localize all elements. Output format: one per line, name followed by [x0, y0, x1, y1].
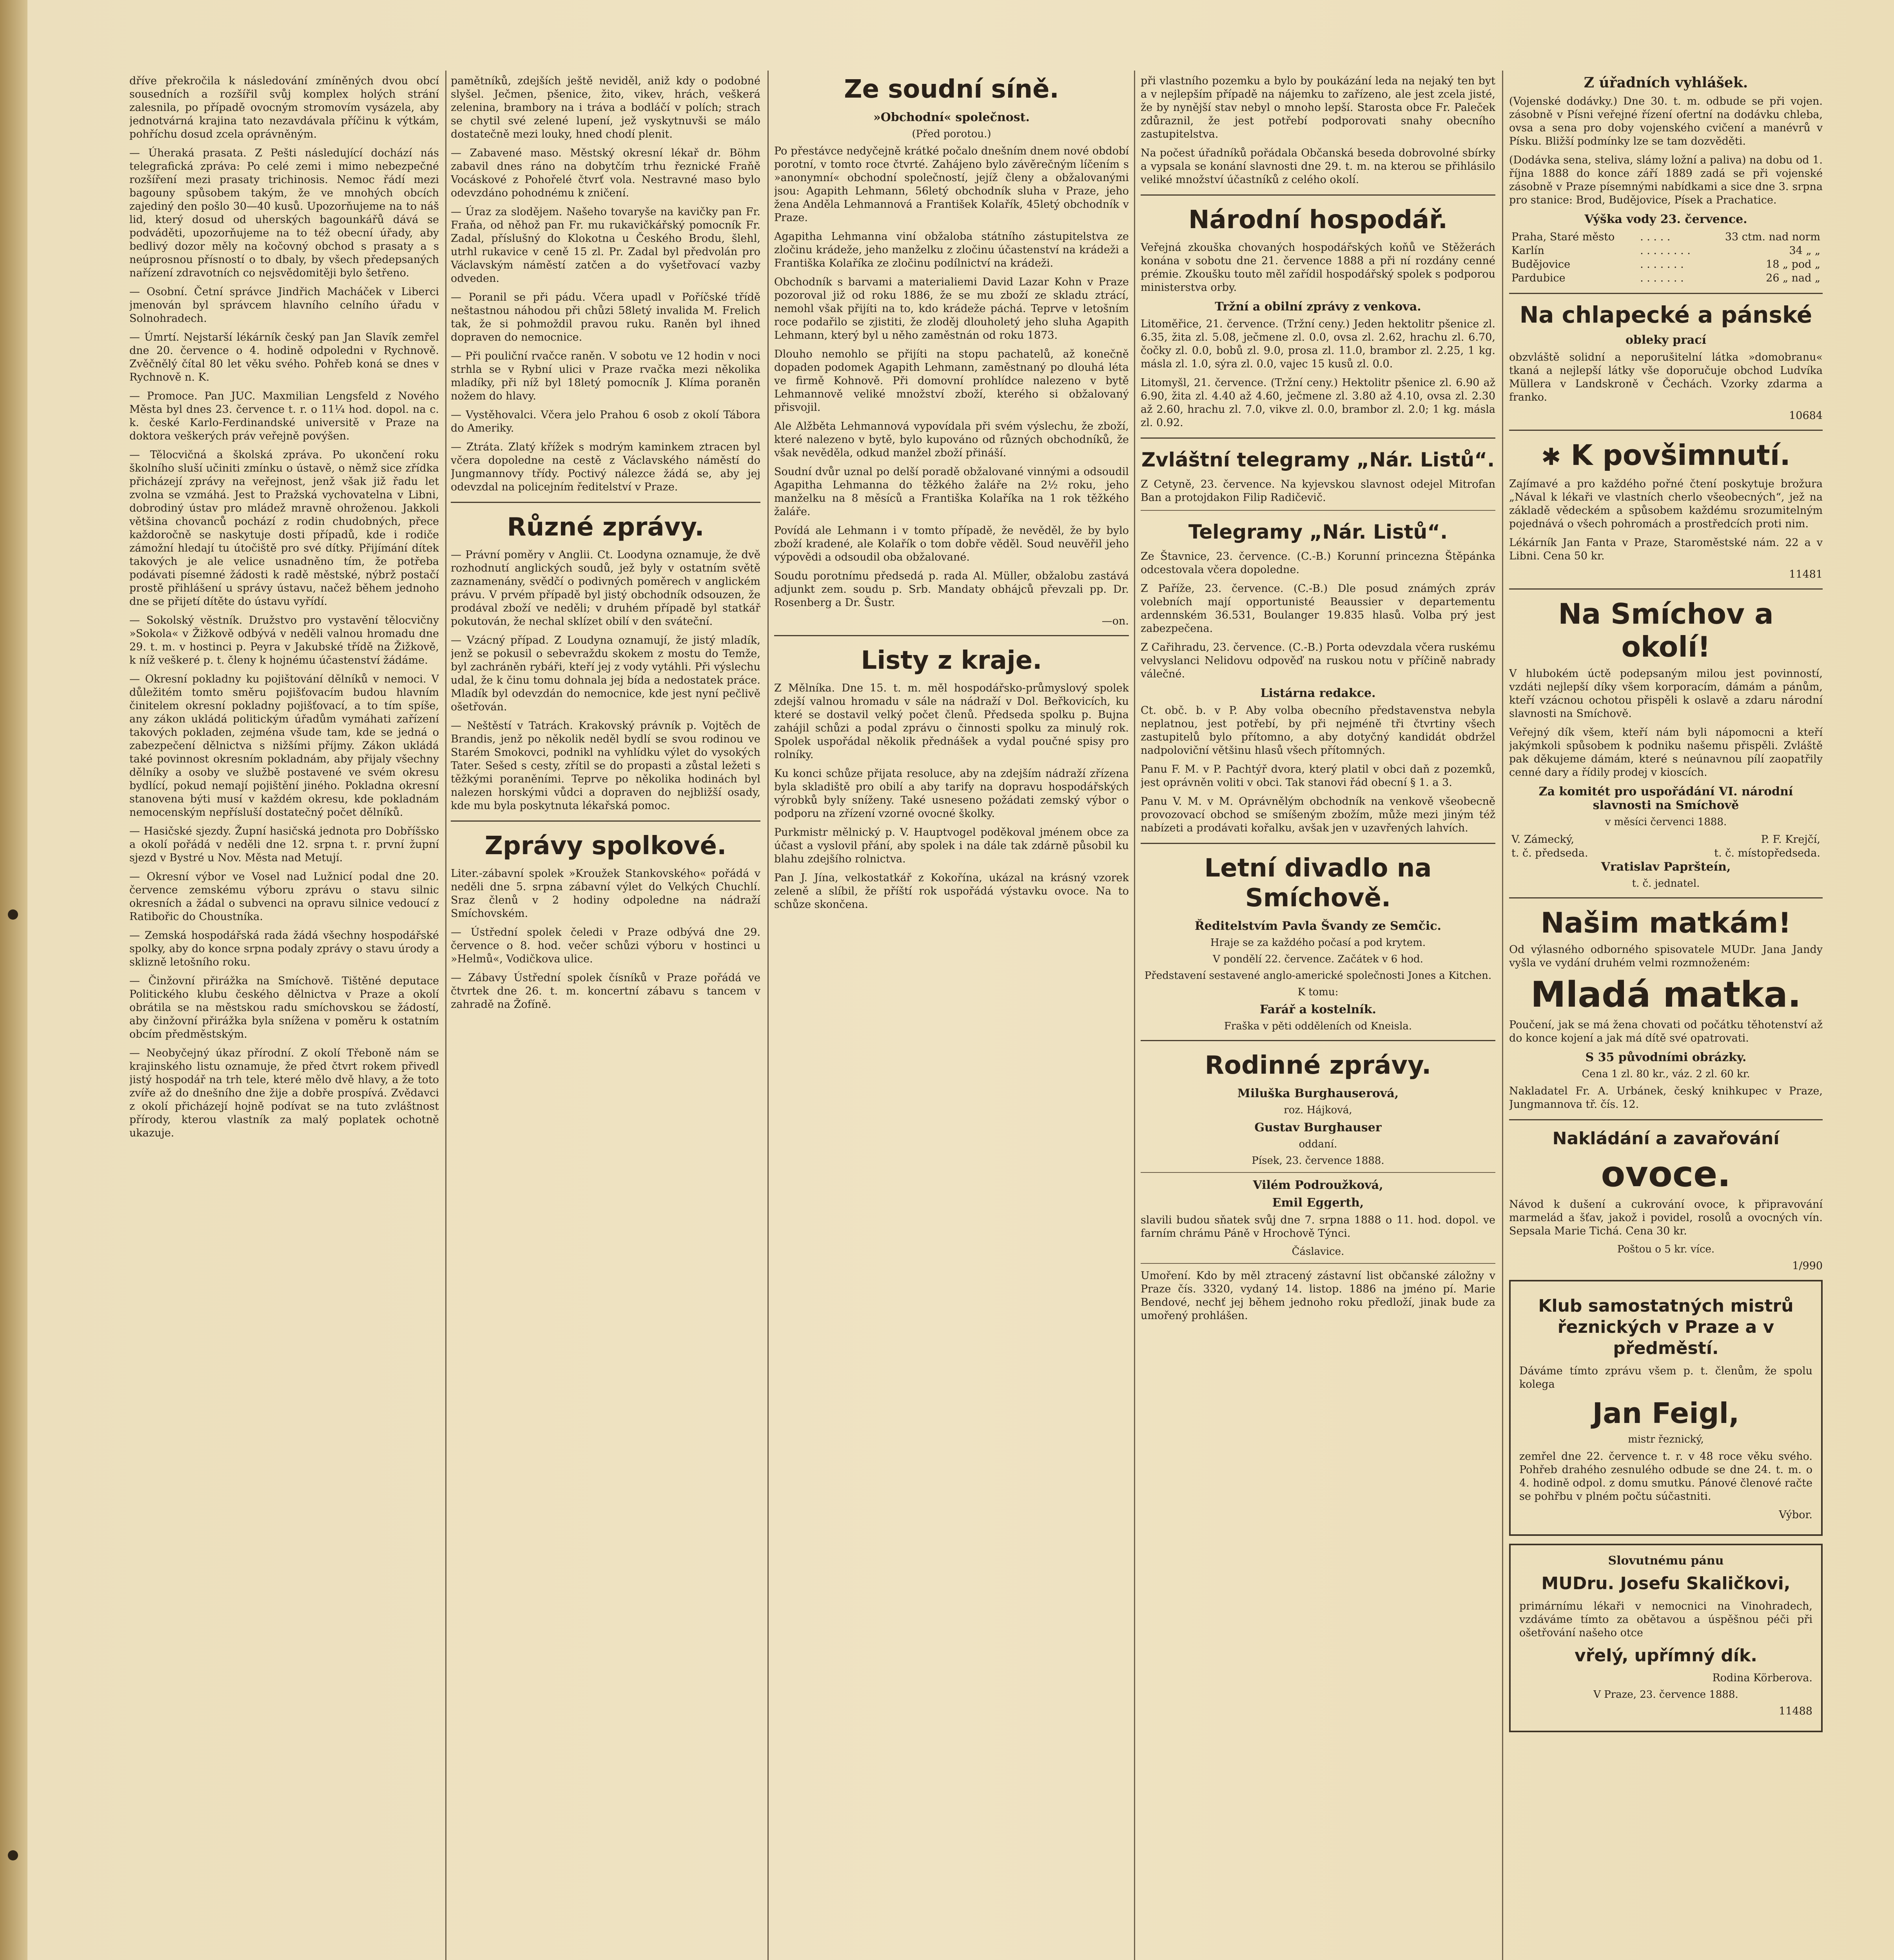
article-paragraph: — Sokolský věstník. Družstvo pro vystavění tělocvičny »Sokola« v Žižkově odbývá v neděli valnou hromadu dne 29. t. m. v hostinci p. Peyra v Jakubské třídě na Žižkově, k níž veškeré p. t. členy k hojnému účastenství žádáme. [129, 614, 439, 666]
thanks-date: V Praze, 23. července 1888. [1593, 1689, 1738, 1700]
section-divider [1141, 194, 1495, 196]
family-name: Miluška Burghauserová, [1237, 1087, 1399, 1100]
article-paragraph: — Okresní výbor ve Vosel nad Lužnicí podal dne 20. července zemskému výboru zprávu o stavu silnic okresních a žádal o subvenci na opravu silnice vedoucí z Ratibořic do Choustníka. [129, 871, 439, 923]
article-paragraph: Obchodník s barvami a materialiemi David Lazar Kohn v Praze pozoroval již od roku 1886, že se mu zboží ze skladu ztrácí, nemohl však přijíti na to, kdo krádeže páchá. Teprve v letošním roce podařilo se zjistiti, že zloděj dlouholetý jeho sluha Agapith Lehmann, který byl u něho zaměstnán od roku 1873. [774, 276, 1129, 341]
section-divider [1141, 437, 1495, 439]
section-divider [1141, 1263, 1495, 1264]
water-level-place: Karlín [1511, 245, 1544, 257]
theatre-play-title: Farář a kostelník. [1260, 1003, 1376, 1016]
article-paragraph: Z Cetyně, 23. července. Na kyjevskou slavnost odejel Mitrofan Ban a protojdakon Filip Radičevič. [1141, 478, 1495, 504]
ad-subheadline: obleky prací [1625, 333, 1706, 347]
article-paragraph: Agapitha Lehmanna viní obžaloba státního zástupitelstva ze zločinu krádeže, jeho manželku z zločinu účastenství na krádeži a Františka Kolaříka ze zločinu podílnictví na krádeži. [774, 230, 1129, 269]
ad-note: S 35 původními obrázky. [1585, 1051, 1747, 1064]
article-paragraph: — Zabavené maso. Městský okresní lékař dr. Böhm zabavil dnes ráno na dobytčím trhu řeznické Fraňě Vocáskové z Pohořelé čtvrť vola. Nestravné maso bylo odevzdáno pohodnému k zničení. [451, 147, 760, 199]
section-divider [451, 502, 760, 503]
theatre-date: V pondělí 22. července. Začátek v 6 hod. [1213, 953, 1423, 965]
obituary-club: Klub samostatných mistrů řeznických v Praze a v předměstí. [1538, 1296, 1794, 1358]
ad-number: 10684 [1789, 410, 1823, 422]
ad-headline-text: K povšimnutí. [1571, 439, 1791, 472]
column-3 [774, 74, 1129, 917]
article-paragraph: Litoměřice, 21. července. (Tržní ceny.) Jeden hektolitr pšenice zl. 6.35, žita zl. 5.08, ječmene zl. 0.0, ovsa zl. 2.62, hrachu zl. 6.70, čočky zl. 0.0, bobů zl. 9.0, prosa zl. 11.0, brambor zl. 2.25, 1 kg. másla zl. 1.0, sýra zl. 0.0, vajec 15 kusů zl. 0.0. [1141, 318, 1495, 370]
ad-number: 1/990 [1792, 1260, 1823, 1272]
article-paragraph: — Při pouliční rvačce raněn. V sobotu ve 12 hodin v noci strhla se v Rybní ulici v Praze rvačka mezi několika mladíky, při níž byl 18letý pomocník J. Klíma poraněn nožem do hlavy. [451, 350, 760, 402]
water-level-dots: . . . . . . . [1640, 272, 1684, 284]
article-paragraph: — Tělocvičná a školská zpráva. Po ukončení roku školního sluší učiniti zmínku o ústavě, o němž sice zřídka přicházejí zprávy na veřejnost, jenž však již řadu let zvolna se vzmáhá. Jest to Pražská vychovatelna v Libni, dobrodiný ústav pro mládež mravně ohroženou. Jakkoli většina chovanců pochází z rodin chudobných, přece každoročně se naskytuje dosti případů, kde i rodiče zámožní hledají tu útočiště pro své dítky. Přijímání dítek takových je ale velice usnadněno tím, že potřeba podávati písemné žádosti k radě městské, nýbrž postačí prostě přihlášení u správy ústavu, načež během jednoho dne se přijetí dítěte do ústavu vyřídí. [129, 449, 439, 608]
ad-headline [1509, 439, 1823, 474]
ad-publisher: Nakladatel Fr. A. Urbánek, český knihkupec v Praze, Jungmannova tř. čís. 12. [1509, 1085, 1823, 1111]
article-paragraph: Ku konci schůze přijata resoluce, aby na zdejším nádraží zřízena byla skladiště pro obilí a aby tarify na dopravu hospodářských výrobků byly sníženy. Také usneseno požádati zemský výbor o podporu na zřízení vzorné ovocné školky. [774, 768, 1129, 820]
article-paragraph: — Úraz za slodějem. Našeho tovaryše na kavičky pan Fr. Fraňa, od něhož pan Fr. mu rukavičkářský pomocník Fr. Zadal, příslušný do Klokotna u Českého Brodu, šlehl, utrhl rukavice v ceně 15 zl. Pr. Zadal byl předvolán pro Václavským náměstí zatčen a do vyšetřovací vazby odveden. [451, 206, 760, 285]
section-heading-telegramy: Telegramy „Nár. Listů“. [1188, 521, 1448, 543]
article-paragraph: Pan J. Jína, velkostatkář z Kokořína, ukázal na krásný vzorek zeleně a slíbil, že příští rok uspořádá výstavku ovoce. Na to schůze skončena. [774, 872, 1129, 911]
ad-divider [1509, 293, 1823, 294]
article-paragraph: Umoření. Kdo by měl ztracený zástavní list občanské záložny v Praze čís. 3320, vydaný 14. listop. 1886 na jméno pí. Marie Bendové, nechť jej během jednoho roku předloží, jinak bude za umořený prohlášen. [1141, 1270, 1495, 1322]
article-paragraph: — Úmrtí. Nejstarší lékárník český pan Jan Slavík zemřel dne 20. července o 4. hodině odpoledni v Rychnově. Zvěčnělý čítal 80 let věku svého. Pohřeb koná se dnes v Rychnově n. K. [129, 331, 439, 383]
water-level-row [1509, 230, 1823, 244]
section-heading-rodinne-zpravy: Rodinné zprávy. [1205, 1051, 1431, 1080]
family-place: Čáslavice. [1292, 1246, 1344, 1258]
signature-role: t. č. jednatel. [1632, 878, 1700, 889]
family-name: Vilém Podroužková, [1253, 1178, 1383, 1192]
advertisement-smichov [1509, 597, 1823, 889]
article-paragraph: Liter.-zábavní spolek »Kroužek Stankovského« pořádá v neděli dne 5. srpna zábavní výlet do Velkých Chuchlí. Sraz členů v 2 hodiny odpoledne na nádraží Smíchovském. [451, 867, 760, 920]
water-level-place: Pardubice [1511, 272, 1566, 284]
page-binding-edge [0, 0, 27, 1960]
signature-name: P. F. Krejčí, [1761, 833, 1820, 846]
column-1 [129, 74, 439, 1145]
thanks-signature: Rodina Körberova. [1712, 1672, 1812, 1684]
water-level-val: 33 ctm. nad norm [1725, 231, 1820, 243]
water-level-val: 26 „ nad „ [1766, 272, 1820, 284]
theatre-note: Hraje se za každého počasí a pod krytem. [1210, 937, 1426, 949]
section-heading-letni-divadlo: Letní divadlo na Smíchově. [1204, 854, 1432, 913]
article-paragraph: — Neobyčejný úkaz přírodní. Z okolí Třeboně nám se krajinského listu oznamuje, že před čtvrt rokem přivedl jistý hospodář na trh tele, které mělo dvě hlavy, a že toto zvíře až do dnešního dne žije a dobře prospívá. Zvědavci z okolí přicházejí hojně podívat se na tuto zvláštnost přírody, kterou vlastník za malý poplatek ochotně ukazuje. [129, 1047, 439, 1139]
section-divider [1141, 1040, 1495, 1041]
thanks-text: primárnímu lékaři v nemocnici na Vinohradech, vzdáváme tímto za obětavou a úspěšnou péči při ošetřování našeho otce [1519, 1600, 1812, 1639]
ad-text: Od výlasného odborného spisovatele MUDr. Jana Jandy vyšla ve vydání druhém velmi rozmnoženém: [1509, 944, 1823, 969]
section-heading-listy-z-kraje: Listy z kraje. [861, 646, 1042, 675]
article-paragraph: Panu F. M. v P. Pachtýř dvora, který platil v obci daň z pozemků, jest oprávněn voliti v obci. Tak stanovi řád obecní § 1. a 3. [1141, 763, 1495, 789]
family-note: roz. Hájková, [1284, 1104, 1352, 1116]
ad-text: Poučení, jak se má žena chovati od počátku těhotenství až do konce kojení a jak má dítě své opatrovati. [1509, 1019, 1823, 1044]
column-4 [1141, 74, 1495, 1328]
article-paragraph: pamětníků, zdejších ještě neviděl, aniž kdy o podobné slyšel. Ječmen, pšenice, žito, vikev, hrách, veškerá zelenina, brambory na i tráva a bodláčí v polích; strach se chytil své zelené lupení, jež vyskytnuvši se málo dostatečně mezi louky, hned chodí plenit. [451, 75, 760, 140]
article-paragraph: — Osobní. Četní správce Jindřich Macháček v Liberci jmenován byl správcem hlavního celního úřadu v Solnohradech. [129, 286, 439, 325]
water-level-dots: . . . . . . . . [1640, 245, 1691, 257]
article-paragraph: Ze Štavnice, 23. července. (C.-B.) Korunní princezna Štěpánka odcestovala včera dopoledne. [1141, 550, 1495, 576]
article-subheading-listarna: Listárna redakce. [1260, 686, 1376, 700]
ad-divider [1509, 1119, 1823, 1120]
ad-headline: Na chlapecké a pánské [1519, 301, 1812, 328]
ad-headline: Nakládání a zavařování [1552, 1129, 1780, 1149]
column-rule [1502, 71, 1503, 1960]
signature-name: V. Zámecký, [1511, 833, 1575, 846]
ad-committee: Za komitét pro uspořádání VI. národní slavnosti na Smíchově [1538, 785, 1793, 812]
signature-name: Vratislav Papršteín, [1601, 860, 1731, 874]
ad-number: 11481 [1789, 568, 1823, 581]
column-rule [767, 71, 769, 1960]
article-paragraph: — Právní poměry v Anglii. Ct. Loodyna oznamuje, že dvě rozhodnutí anglických soudů, jež byly v ostatním světě zaznamenány, svědčí o podivných poměrech v anglickém právu. V prvém případě byl jistý obchodník odsouzen, že prodával zboží ve neděli; v druhém případě byl statkář pokutován, že nechal sklízet obilí v den sváteční. [451, 549, 760, 628]
signature-role: t. č. předseda. [1511, 847, 1588, 859]
ad-headline: Na Smíchov a okolí! [1558, 597, 1774, 663]
ad-divider [1509, 430, 1823, 431]
obituary-box [1509, 1280, 1823, 1536]
ad-book-title: Mladá matka. [1531, 974, 1801, 1015]
thanks-box [1509, 1544, 1823, 1732]
ad-note: Poštou o 5 kr. více. [1617, 1243, 1715, 1255]
obituary-text: zemřel dne 22. července t. r. v 48 roce věku svého. Pohřeb drahého zesnulého odbude se dne 24. t. m. o 4. hodině odpol. z domu smutku. Pánové členové račte se pohřbu v plném počtu súčastniti. [1519, 1450, 1812, 1503]
thanks-salutation: Slovutnému pánu [1608, 1554, 1724, 1568]
section-heading-zvlastni-telegramy: Zvláštní telegramy „Nár. Listů“. [1141, 448, 1495, 471]
section-heading-soudni-sin: Ze soudní síně. [844, 75, 1059, 104]
article-paragraph: Veřejná zkouška chovaných hospodářských koňů ve Stěžerách konána v sobotu dne 21. července 1888 a při ní rozdány cenné prémie. Zkoušku touto měl zařídil hospodářský spolek s podporou ministerstva orby. [1141, 241, 1495, 294]
article-paragraph: — Neštěstí v Tatrách. Krakovský právník p. Vojtěch de Brandis, jenž po několik neděl bydlí se svou rodinou ve Starém Smokovci, podnikl na vyhlídku výlet do vysokých Tater. Sešed s cesty, zřítil se do propasti a zůstal ležeti s těžkými poraněními. Teprve po několika hodinách byl nalezen horskými vůdci a dopraven do nejbližší osady, kde mu byla poskytnuta lékařská pomoc. [451, 720, 760, 812]
family-note: oddaní. [1299, 1138, 1337, 1150]
section-divider [1141, 510, 1495, 511]
asterisk-icon: ✱ [1541, 443, 1561, 471]
section-divider [774, 635, 1129, 636]
column-rule [1134, 71, 1135, 1960]
ad-text: Veřejný dík všem, kteří nám byli nápomocni a kteří jakýmkoli spůsobem k podniku našemu přispěli. Zvláště pak děkujeme dámám, které s neúnavnou pílí zaopatřily cenné dary a řídily prodej v kioscích. [1509, 726, 1823, 779]
ad-text: Zajímavé a pro každého pořné čtení poskytuje brožura „Nával k lékaři ve vlastních cherlo všeobecných“, jež na základě vědeckém a spůsobem každému srozumitelným pojednává o všech pohromách a prostředcích proti nim. [1509, 478, 1823, 530]
ad-text: V hlubokém úctě podepsaným milou jest povinností, vzdáti nejlepší díky všem korporacím, dámám a pánům, kteří vzácnou ochotou přispěli k oslavě a zdaru národní slavnosti na Smíchově. [1509, 668, 1823, 720]
water-level-table [1509, 230, 1823, 285]
ad-divider [1509, 897, 1823, 898]
article-paragraph: Panu V. M. v M. Oprávnělým obchodník na venkově všeobecně provozovací obchod se smíšeným zbožím, může mezi jiným též nabízeti a prodávati kořalku, avšak jen v uzavřených lahvích. [1141, 795, 1495, 834]
obituary-name: Jan Feigl, [1592, 1397, 1740, 1430]
column-rule [445, 71, 446, 1960]
article-paragraph: Litomyšl, 21. července. (Tržní ceny.) Hektolitr pšenice zl. 6.90 až 6.90, žita zl. 4.40 až 4.60, ječmene zl. 3.80 až 4.10, ovsa zl. 2.30 až 2.60, hrachu zl. 7.0, vikve zl. 0.0, brambor zl. 2.0; 1 kg. másla zl. 0.92. [1141, 377, 1495, 429]
article-paragraph: Ale Alžběta Lehmannová vypovídala při svém výslechu, že zboží, které nalezeno v bytě, bylo kupováno od různých obchodníků, že však nevěděla, odkud manžel zboží přináší. [774, 420, 1129, 459]
article-paragraph: při vlastního pozemku a bylo by poukázání leda na nejaký ten byt a v nejlepším případě na nájemku to zařízeno, ale jest zcela jisté, že by nynější stav nebyl o mnoho lepší. Starosta obce Fr. Paleček zdůraznil, že jest potřebí podporovati snahy obecního zastupitelstva. [1141, 75, 1495, 140]
theatre-note: K tomu: [1297, 986, 1339, 998]
article-paragraph: — Vzácný případ. Z Loudyna oznamují, že jistý mladík, jenž se pokusil o sebevraždu skokem z mostu do Temže, byl zachráněn rybáři, kteří jej z vody vytáhli. Při výslechu udal, že k činu tomu dohnala jej bída a nedostatek práce. Mladík byl odevzdán do nemocnice, kde jest nyní pečlivě ošetřován. [451, 634, 760, 713]
column-2 [451, 74, 760, 1017]
article-subheading: Tržní a obilní zprávy z venkova. [1215, 300, 1421, 314]
water-level-heading: Výška vody 23. července. [1584, 212, 1747, 226]
article-paragraph: — Činžovní přirážka na Smíchově. Tištěné deputace Politického klubu českého dělnictva v Praze a okolí obrátila se na městskou radu smíchovskou se žádostí, aby činžovní přirážka byla snížena v poměru k ostatním obcím předměstským. [129, 975, 439, 1040]
advertisement-notice [1509, 439, 1823, 581]
binding-hole [8, 1850, 18, 1860]
water-level-dots: . . . . . . . [1640, 258, 1684, 270]
section-divider [1141, 1172, 1495, 1173]
water-level-place: Praha, Staré město [1511, 231, 1615, 243]
obituary-signature: Výbor. [1779, 1509, 1812, 1521]
article-paragraph: Povídá ale Lehmann i v tomto případě, že nevěděl, že by bylo zboží kradené, ale Kolařík o tom dobře věděl. Soud neuvěřil jeho výpovědi a odsoudil oba obžalované. [774, 524, 1129, 563]
advertisement-clothing [1509, 302, 1823, 422]
article-paragraph: Ct. obč. b. v P. Aby volba obecního představenstva nebyla neplatnou, jest potřebí, by při nejméně tři čtvrtiny všech zastupitelů bylo přítomno, a aby dotyčný kandidát obdržel nadpoloviční většinu hlasů všech přítomných. [1141, 704, 1495, 757]
ad-number: 11488 [1779, 1705, 1812, 1717]
theatre-program: Představení sestavené anglo-americké společnosti Jones a Kitchen. [1144, 970, 1492, 982]
signature-table [1509, 833, 1823, 860]
binding-hole [8, 909, 18, 920]
article-paragraph: — Ztráta. Zlatý křížek s modrým kaminkem ztracen byl včera dopoledne na cestě z Václavského náměstí do Jungmannovy třídy. Poctivý nálezce žádá se, aby jej odevzdal na policejním ředitelství v Praze. [451, 441, 760, 493]
article-signature: —on. [1101, 615, 1129, 627]
article-paragraph: — Zemská hospodářská rada žádá všechny hospodářské spolky, aby do konce srpna podaly zprávy o stavu úrody a sklizně letošního roku. [129, 929, 439, 968]
section-divider [1141, 843, 1495, 844]
obituary-text: Dáváme tímto zprávu všem p. t. členům, že spolu kolega [1519, 1365, 1812, 1390]
water-level-row [1509, 271, 1823, 285]
article-paragraph: dříve překročila k následování zmíněných dvou obcí sousedních a rozšířil svůj komplex holých strání zalesnila, po případě ovocným stromovím vysázela, aby jednotvárná krajina tato nezavdávala příčinu k výtkám, pohříchu dosud zcela oprávněným. [129, 75, 439, 140]
article-paragraph: — Hasičské sjezdy. Župní hasičská jednota pro Dobříšsko a okolí pořádá v neděli dne 12. srpna t. r. první župní sjezd v Bystré u Nov. Města nad Metují. [129, 825, 439, 864]
article-subheading-note: (Před porotou.) [912, 128, 991, 140]
ad-divider [1509, 588, 1823, 590]
section-heading-uredni-vyhlasky: Z úřadních vyhlášek. [1584, 74, 1748, 91]
article-paragraph: Z Cařihradu, 23. července. (C.-B.) Porta odevzdala včera ruskému velvyslanci Nelidovu odpověď na ruskou notu v příčině nabrady válečné. [1141, 641, 1495, 680]
water-level-place: Budějovice [1511, 258, 1571, 270]
article-paragraph: — Úheraká prasata. Z Pešti následující dochází nás telegrafická zpráva: Po celé zemi i mimo nebezpečné rozšíření mezi prasaty trichinosis. Nemoc řádí mezi bagouny spůsobem takým, že ve mnohých obcích zajediný den pošlo 30—40 kusů. Upozorňujeme na to náš lid, který dosud od uherských bagounkářů dává se podváděti, upozorňujeme na to též obecní úřady, aby bedlivý dozor měly na kočovný obchod s prasaty a s neúprosnou přísností o to dbaly, by všech předepsaných nařízení zdravotních co nejsvědomitěji bylo šetřeno. [129, 147, 439, 279]
article-paragraph: Soudu porotnímu předsedá p. rada Al. Müller, obžalobu zastává adjunkt zem. soudu p. Srb. Mandaty obhájců převzali pp. Dr. Rosenberg a Dr. Šustr. [774, 570, 1129, 609]
article-paragraph: Dlouho nemohlo se přijíti na stopu pachatelů, až konečně dopaden podomek Agapith Lehmann, zaměstnaný po dlouhá léta ve firmě Kohnově. Při domovní prohlídce nalezeno v bytě Lehmannově veliké množství zboží, kterého si obžalovaný přisvojil. [774, 348, 1129, 414]
family-date: Písek, 23. července 1888. [1252, 1155, 1384, 1167]
family-name: Emil Eggerth, [1272, 1196, 1364, 1210]
water-level-val: 18 „ pod „ [1766, 258, 1820, 270]
section-heading-ruzne-zpravy: Různé zprávy. [507, 513, 704, 542]
thanks-recipient: MUDru. Josefu Skaličkovi, [1541, 1573, 1791, 1593]
theatre-play-note: Fraška v pěti odděleních od Kneisla. [1224, 1020, 1412, 1032]
article-paragraph: — Poranil se při pádu. Včera upadl v Poříčské třídě neštastnou náhodou při chůzi 58letý invalida M. Frelich tak, že si pohmoždil pravou ruku. Raněn byl ihned dopraven do nemocnice. [451, 291, 760, 343]
family-announcement: slavili budou sňatek svůj dne 7. srpna 1888 o 11. hod. dopol. ve farním chrámu Páně v Hrochově Týnci. [1141, 1214, 1495, 1240]
family-name: Gustav Burghauser [1254, 1121, 1382, 1134]
article-paragraph: — Zábavy Ústřední spolek čísníků v Praze pořádá ve čtvrtek dne 26. t. m. koncertní zábavu s tancem v zahradě na Žofíně. [451, 972, 760, 1011]
ad-headline: Našim matkám! [1540, 906, 1791, 939]
article-paragraph: Z Paříže, 23. července. (C.-B.) Dle posud známých zpráv volebních mají opportunisté Beaussier v departementu ardennském 36.531, Boulanger 19.835 hlasů. Volba prý jest zabezpečena. [1141, 583, 1495, 635]
article-paragraph: — Vystěhovalci. Včera jelo Prahou 6 osob z okolí Tábora do Ameriky. [451, 409, 760, 434]
ad-text: Návod k dušení a cukrování ovoce, k připravování marmelád a šťav, jakož i povidel, rosolů a ovocných vín. Sepsala Marie Tichá. Cena 30 kr. [1509, 1198, 1823, 1237]
ad-price: Cena 1 zl. 80 kr., váz. 2 zl. 60 kr. [1582, 1068, 1750, 1080]
water-level-row [1509, 244, 1823, 258]
water-level-val: 34 „ „ [1789, 245, 1820, 257]
article-paragraph: — Promoce. Pan JUC. Maxmilian Lengsfeld z Nového Města byl dnes 23. července t. r. o 11¼ hod. dopol. na c. k. české Karlo-Ferdinandské universitě v Praze na doktora veškerých práv veřejně povýšen. [129, 390, 439, 442]
water-level-row [1509, 258, 1823, 271]
article-paragraph: — Ústřední spolek čeledi v Praze odbývá dne 29. července o 8. hod. večer schůzi výboru v hostinci u »Helmů«, Vodičkova ulice. [451, 926, 760, 965]
article-paragraph: — Okresní pokladny ku pojištování dělníků v nemoci. V důležitém tomto směru pojišťovacím budou hlavním činitelem okresní pokladny pojišťovací, a to tím spíše, any zákon ukládá politickým úřadům vymáhati zařízení takových pokladen, zejména všude tam, kde se jedná o zabezpečení dělnictva s nižšími příjmy. Zákon ukládá také povinnost okresním pokladnám, aby přijaly všechny dělníky a osoby ve službě postavené ve svém okresu bydlící, pokud nemají pojištění jiného. Pokladna okresní stanovena býti musí v každém okresu, kde pokladnám nemocenským nepřísluší dostatečný počet dělníků. [129, 673, 439, 818]
section-heading-narodni-hospodar: Národní hospodář. [1188, 205, 1448, 234]
signature-role: t. č. místopředseda. [1714, 847, 1820, 859]
ad-headline-large: ovoce. [1601, 1154, 1731, 1195]
ad-text: obzvláště solidní a neporušitelní látka »domobranu« tkaná a nejlepší látky vše doporučuje obchod Ludvíka Müllera v Landskroně v Čechách. Vzorky zdarma a franko. [1509, 351, 1823, 403]
article-paragraph: (Vojenské dodávky.) Dne 30. t. m. odbude se při vojen. zásobně v Písni veřejné řízení ofertní na dodávku chleba, ovsa a sena pro doby vojenského cvičení a manévrů v Písku. Bližší podmínky lze se tam dozvěděti. [1509, 95, 1823, 147]
article-paragraph: Z Mělníka. Dne 15. t. m. měl hospodářsko-průmyslový spolek zdejší valnou hromadu v sále na nádraží v Dol. Beřkovicích, ku které se dostavil velký počet členů. Předseda spolku p. Bujna zahájil schůzi a podal zprávu o činnosti spolku za minulý rok. Spolek uspořádal několik přednášek a vydal poučné spisy pro rolníky. [774, 682, 1129, 761]
theatre-direction: Ředitelstvím Pavla Švandy ze Semčic. [1194, 919, 1442, 933]
section-divider [451, 820, 760, 822]
thanks-headline: vřelý, upřímný dík. [1575, 1646, 1757, 1666]
section-heading-zpravy-spolkove: Zprávy spolkové. [484, 831, 727, 860]
ad-committee-date: v měsíci červenci 1888. [1605, 816, 1727, 828]
column-5 [1509, 74, 1823, 1740]
advertisement-fruit [1509, 1128, 1823, 1272]
advertisement-book [1509, 906, 1823, 1111]
water-level-dots: . . . . . [1640, 231, 1671, 243]
ad-text: Lékárník Jan Fanta v Praze, Staroměstské nám. 22 a v Libni. Cena 50 kr. [1509, 537, 1823, 562]
article-paragraph: (Dodávka sena, steliva, slámy ložní a paliva) na dobu od 1. října 1888 do konce září 1889 zadá se při vojenské zásobně v Praze písemnými nabídkami a sice dne 3. srpna pro stanice: Brod, Budějovice, Písek a Prachatice. [1509, 154, 1823, 206]
obituary-title: mistr řeznický, [1628, 1434, 1704, 1445]
article-paragraph: Purkmistr mělnický p. V. Hauptvogel poděkoval jménem obce za účast a vyslovil přání, aby spolek i na dále tak zdárně působil ku blahu zdejšího rolnictva. [774, 826, 1129, 865]
article-paragraph: Soudní dvůr uznal po delší poradě obžalované vinnými a odsoudil Agapitha Lehmanna do těžkého žaláře na 2½ roku, jeho manželku na 8 měsíců a Františka Kolaříka na 1 rok těžkého žaláře. [774, 466, 1129, 518]
article-subheading: »Obchodní« společnost. [873, 111, 1030, 124]
article-paragraph: Na počest úřadníků pořádala Občanská beseda dobrovolné sbírky a vypsala se konání slavnosti dne 29. t. m. na kterou se přihlásilo veliké množství účastníků z celého okolí. [1141, 147, 1495, 186]
article-paragraph: Po přestávce nedyčejně krátké počalo dnešním dnem nové období porotní, v tomto roce čtvrté. Zahájeno bylo závěrečným líčením s »anonymní« obchodní společností, jejíž členy a obžalovanými jsou: Agapith Lehmann, 56letý obchodník sluha v Praze, jeho žena Anděla Lehmannová a František Kolařík, 45letý obchodník v Praze. [774, 145, 1129, 224]
